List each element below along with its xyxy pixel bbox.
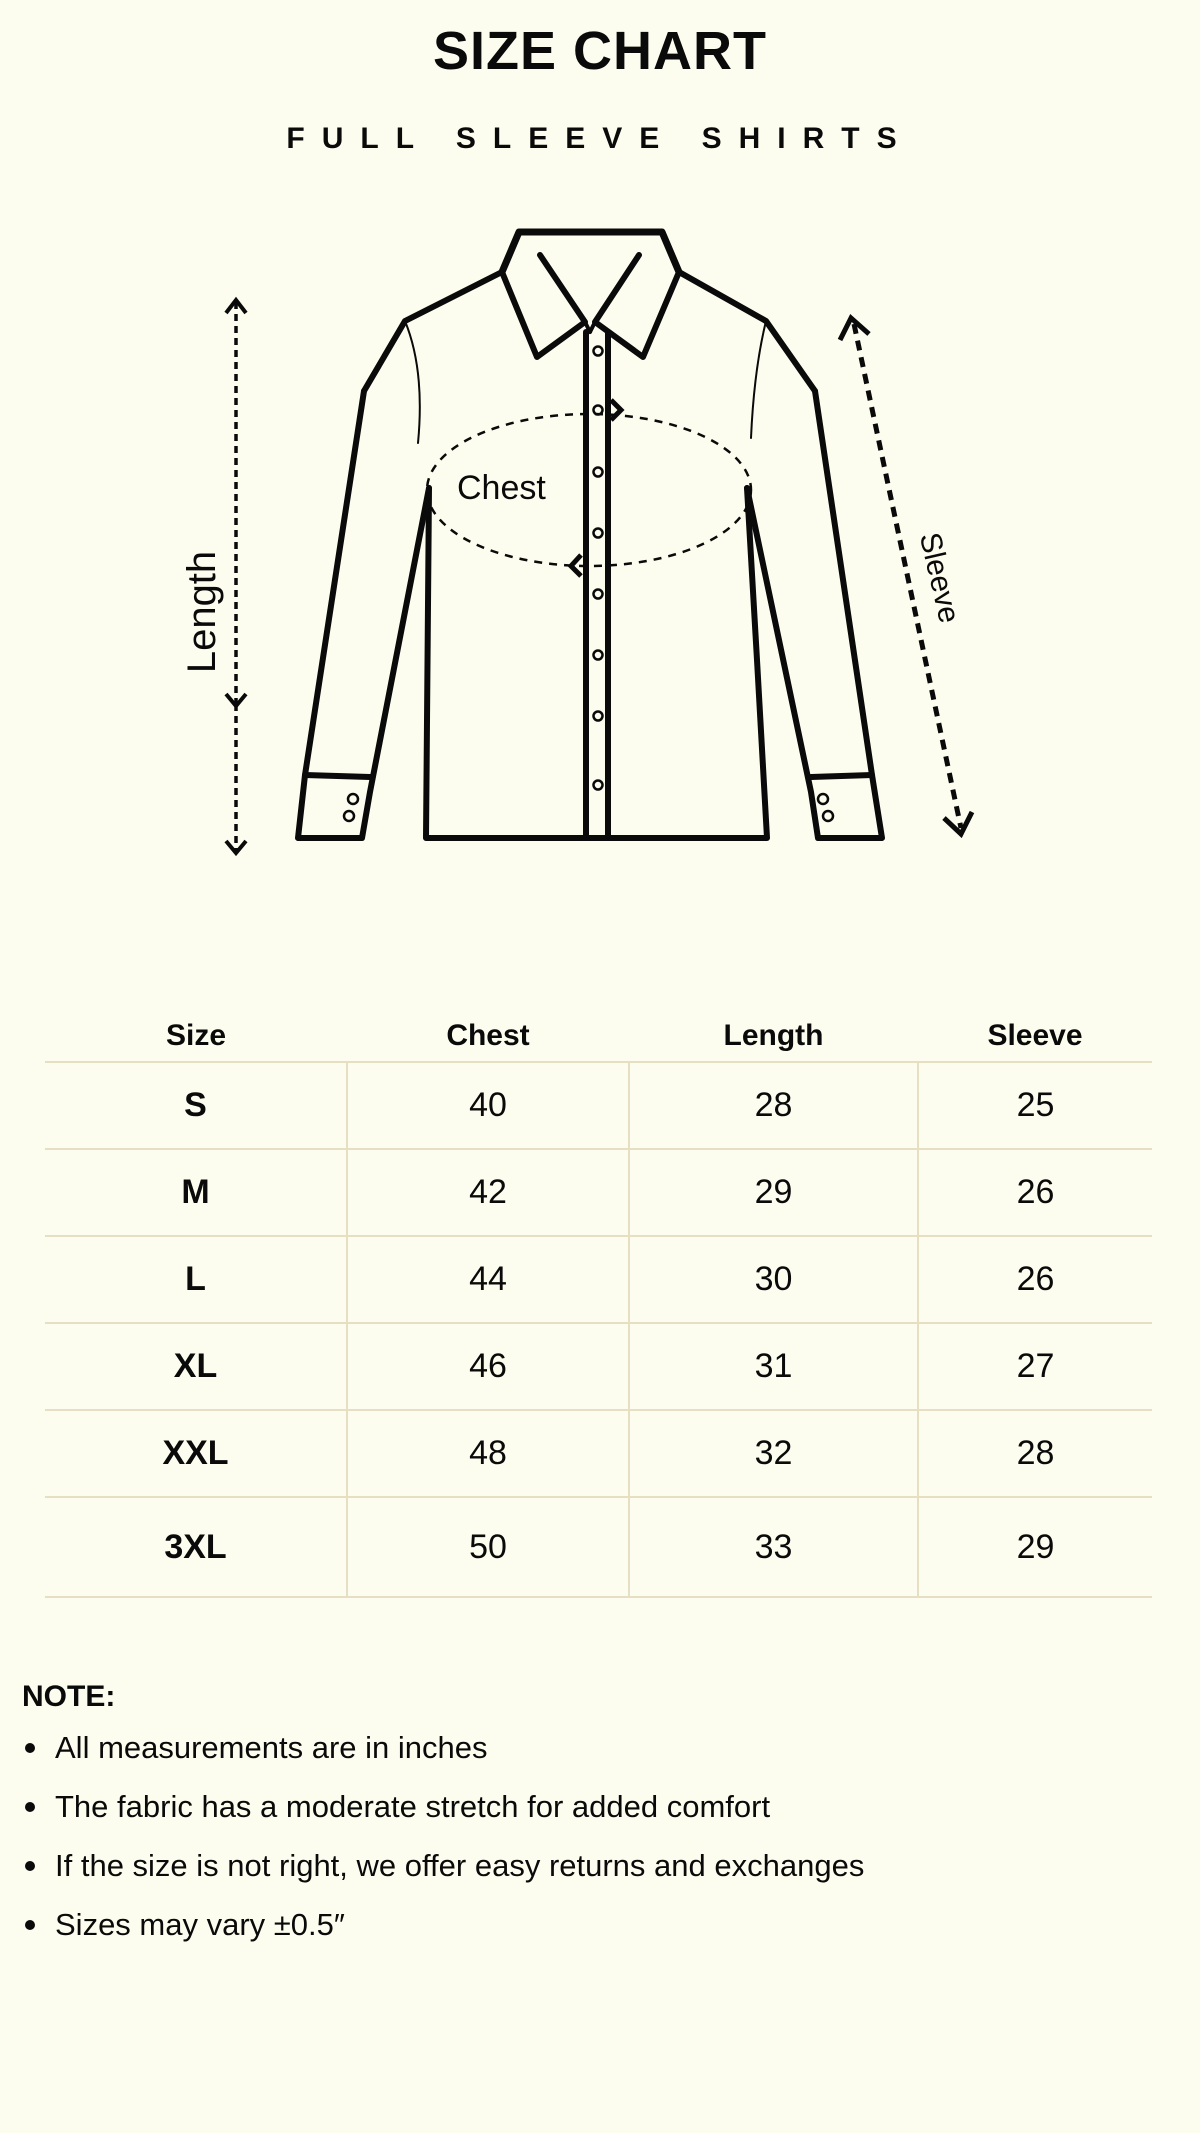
sleeve-cell: 29: [918, 1497, 1152, 1597]
note-list: [22, 1728, 1172, 1964]
header-chest: Chest: [347, 985, 629, 1062]
list-item: [22, 1905, 1172, 1964]
sleeve-cell: 28: [918, 1410, 1152, 1497]
bullet-icon: [25, 1920, 35, 1930]
note-title: NOTE:: [22, 1680, 116, 1713]
table-row: [45, 1323, 1152, 1410]
chest-cell: 42: [347, 1149, 629, 1236]
table-row: [45, 1236, 1152, 1323]
bullet-icon: [25, 1802, 35, 1812]
size-cell: M: [45, 1149, 347, 1236]
note-text: The fabric has a moderate stretch for added comfort: [55, 1789, 771, 1824]
table-row: [45, 1149, 1152, 1236]
page-title: SIZE CHART: [433, 21, 767, 81]
bullet-icon: [25, 1861, 35, 1871]
chest-cell: 46: [347, 1323, 629, 1410]
length-label: Length: [180, 550, 224, 674]
page-subtitle: FULL SLEEVE SHIRTS: [286, 122, 914, 155]
length-cell: 28: [629, 1062, 918, 1149]
note-section: [22, 1680, 1172, 1964]
length-cell: 33: [629, 1497, 918, 1597]
note-text: All measurements are in inches: [55, 1730, 488, 1765]
list-item: [22, 1728, 1172, 1787]
note-text: Sizes may vary ±0.5″: [55, 1907, 345, 1942]
sleeve-cell: 26: [918, 1149, 1152, 1236]
table-row: [45, 1062, 1152, 1149]
chest-cell: 40: [347, 1062, 629, 1149]
sleeve-cell: 25: [918, 1062, 1152, 1149]
length-cell: 31: [629, 1323, 918, 1410]
length-cell: 29: [629, 1149, 918, 1236]
shirt-measurement-diagram: [0, 210, 1200, 890]
table-row: [45, 1410, 1152, 1497]
size-cell: S: [45, 1062, 347, 1149]
size-cell: XXL: [45, 1410, 347, 1497]
size-cell: 3XL: [45, 1497, 347, 1597]
bullet-icon: [25, 1743, 35, 1753]
header-sleeve: Sleeve: [918, 985, 1152, 1062]
length-cell: 30: [629, 1236, 918, 1323]
sleeve-cell: 27: [918, 1323, 1152, 1410]
list-item: [22, 1846, 1172, 1905]
list-item: [22, 1787, 1172, 1846]
table-header-row: [45, 985, 1152, 1062]
note-text: If the size is not right, we offer easy returns and exchanges: [55, 1848, 865, 1883]
shirt-outline-icon: [298, 232, 882, 838]
table-row: [45, 1497, 1152, 1597]
sleeve-cell: 26: [918, 1236, 1152, 1323]
size-table: [45, 985, 1152, 1598]
length-arrow-icon: [226, 300, 246, 853]
size-cell: L: [45, 1236, 347, 1323]
chest-cell: 44: [347, 1236, 629, 1323]
chest-cell: 50: [347, 1497, 629, 1597]
length-cell: 32: [629, 1410, 918, 1497]
chest-cell: 48: [347, 1410, 629, 1497]
size-cell: XL: [45, 1323, 347, 1410]
header-length: Length: [629, 985, 918, 1062]
sleeve-label: Sleeve: [912, 529, 966, 627]
chest-label: Chest: [457, 469, 546, 507]
header-size: Size: [45, 985, 347, 1062]
